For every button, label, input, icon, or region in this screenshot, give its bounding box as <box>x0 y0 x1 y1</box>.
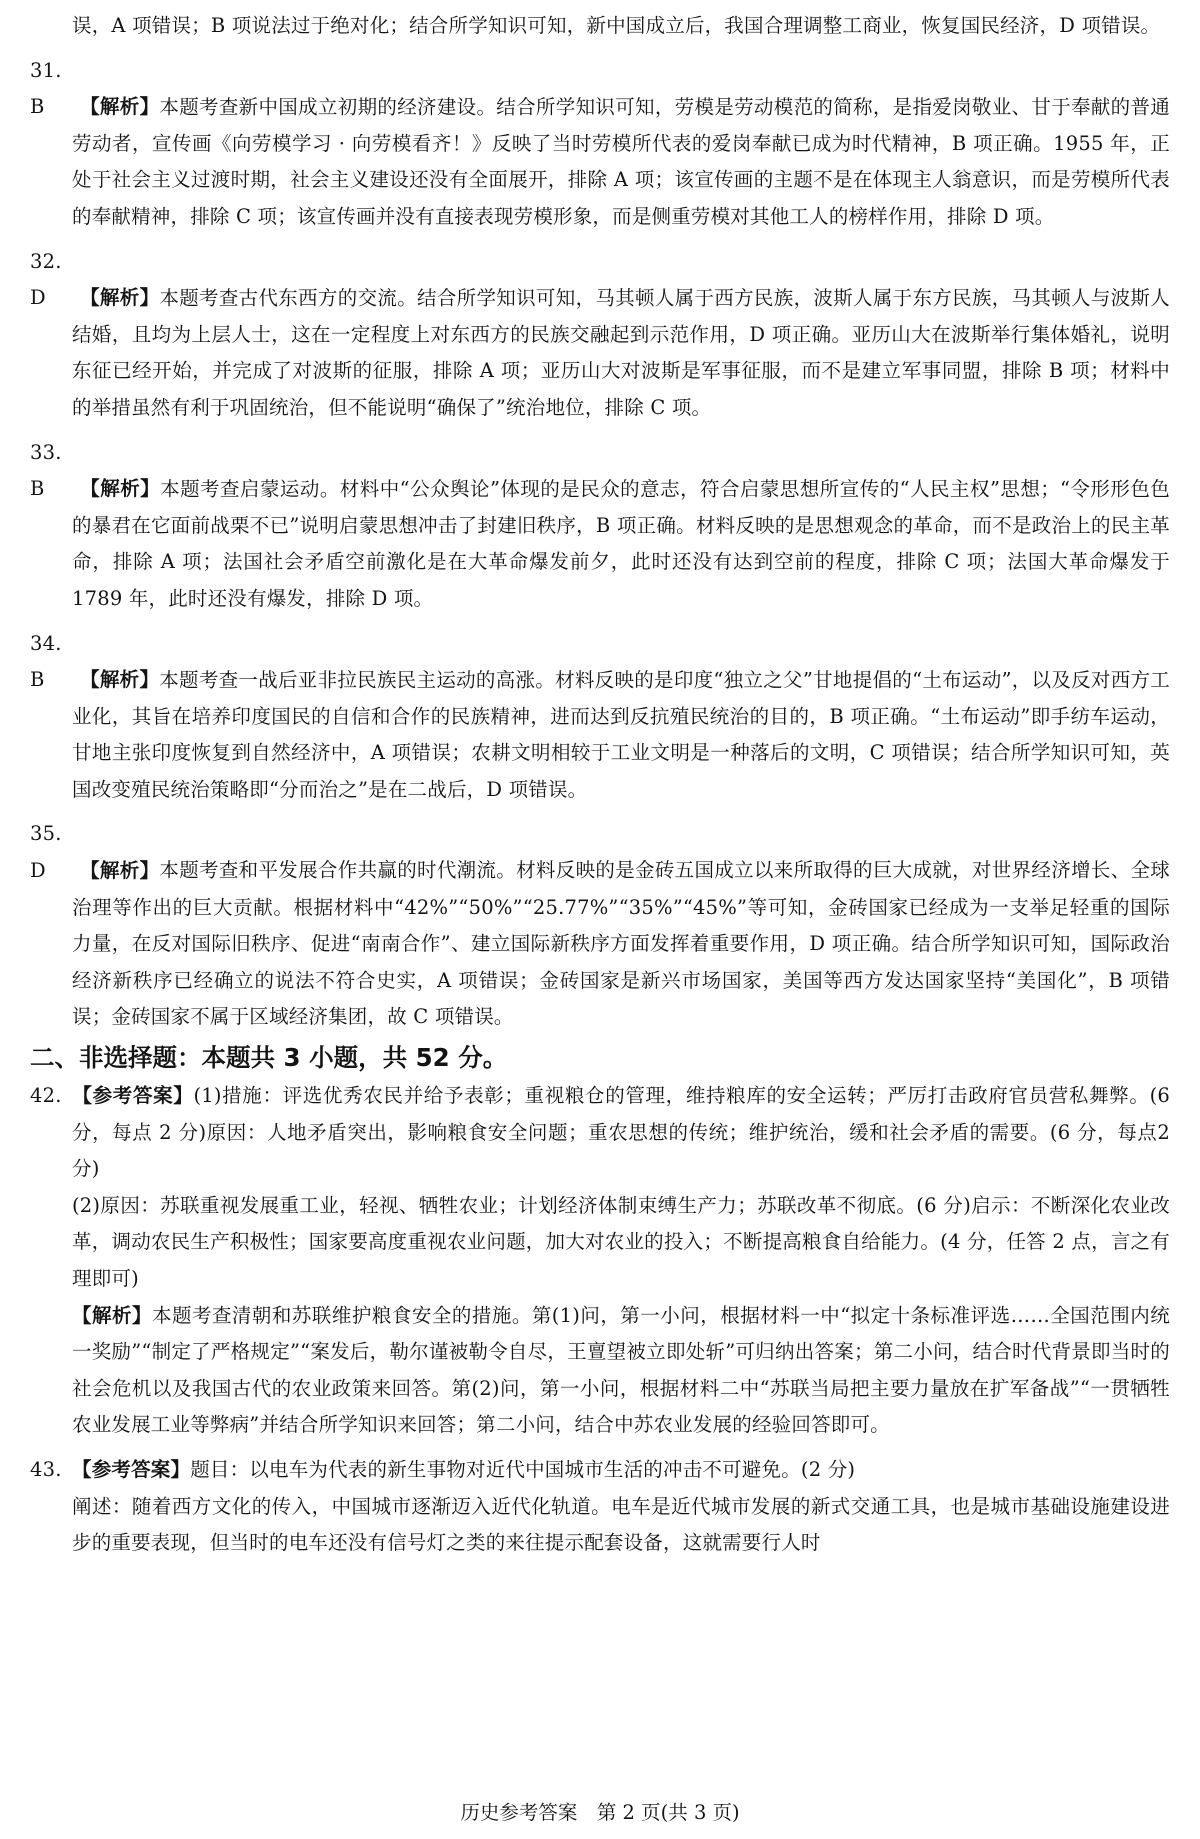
question-number: 31. B <box>30 58 62 119</box>
question-number: 35. D <box>30 822 62 883</box>
question-42 <box>30 1078 1170 1188</box>
question-33 <box>30 435 1170 618</box>
answer-part-2: (2)原因：苏联重视发展重工业，轻视、牺牲农业；计划经济体制束缚生产力；苏联改革不彻底。(6 分)启示：不断深化农业改革，调动农民生产积极性；国家要高度重视农业问题，加大对农业的投入；不断提高粮食自给能力。(4 分，任答 2 点，言之有理即可) <box>72 1193 1170 1290</box>
answer-topic: 题目：以电车为代表的新生事物对近代中国城市生活的冲击不可避免。(2 分) <box>190 1457 856 1481</box>
analysis-tag: 【解析】 <box>80 477 161 501</box>
section-heading: 二、非选择题：本题共 3 小题，共 52 分。 <box>30 1043 508 1073</box>
elaboration-text: 阐述：随着西方文化的传入，中国城市逐渐迈入近代化轨道。电车是近代城市发展的新式交通工具，也是城市基础设施建设进步的重要表现，但当时的电车还没有信号灯之类的来往提示配套设备，这就需要行人时 <box>72 1494 1170 1555</box>
analysis-tag: 【解析】 <box>80 668 160 692</box>
question-32 <box>30 244 1170 427</box>
question-35 <box>30 816 1170 1036</box>
question-number: 42. <box>30 1084 62 1108</box>
analysis-tag: 【解析】 <box>80 95 160 119</box>
question-42-analysis <box>30 1298 1170 1444</box>
question-text: 本题考查启蒙运动。材料中“公众舆论”体现的是民众的意志，符合启蒙思想所宣传的“人民主权”思想；“令形形色色的暴君在它面前战栗不已”说明启蒙思想冲击了封建旧秩序，B 项正确。材料反映的是思想观念的革命，而不是政治上的民主革命，排除 A 项；法国社会矛盾空前激化是在大革命爆发前夕，此时还没有达到空前的程度，排除 C 项；法国大革命爆发于 1789 年，此时还没有爆发，排除 D 项。 <box>72 477 1170 610</box>
question-42-part-2 <box>30 1188 1170 1298</box>
question-number: 32. D <box>30 249 62 310</box>
question-number: 33. B <box>30 440 62 501</box>
page-footer: 历史参考答案 第 2 页(共 3 页) <box>460 1801 740 1824</box>
answer-tag: 【参考答案】 <box>72 1457 191 1481</box>
question-number: 34. B <box>30 631 62 692</box>
analysis-text: 本题考查清朝和苏联维护粮食安全的措施。第(1)问，第一小问，根据材料一中“拟定十条标准评选……全国范围内统一奖励”“制定了严格规定”“案发后，勒尔谨被勒令自尽，王亶望被立即处斩”可归纳出答案；第二小问，结合时代背景即当时的社会危机以及我国古代的农业政策来回答。第(2)问，第一小问，根据材料二中“苏联当局把主要力量放在扩军备战”“一贯牺牲农业发展工业等弊病”并结合所学知识来回答；第二小问，结合中苏农业发展的经验回答即可。 <box>72 1303 1170 1437</box>
question-text: 本题考查和平发展合作共赢的时代潮流。材料反映的是金砖五国成立以来所取得的巨大成就，对世界经济增长、全球治理等作出的巨大贡献。根据材料中“42%”“50%”“25.77%”“35%”“45%”等可知，金砖国家已经成为一支举足轻重的国际力量，在反对国际旧秩序、促进“南南合作”、建立国际新秩序方面发挥着重要作用，D 项正确。结合所学知识可知，国际政治经济新秩序已经确立的说法不符合史实，A 项错误；金砖国家是新兴市场国家，美国等西方发达国家坚持“美国化”，B 项错误；金砖国家不属于区域经济集团，故 C 项错误。 <box>72 859 1170 1029</box>
question-text: 本题考查一战后亚非拉民族民主运动的高涨。材料反映的是印度“独立之父”甘地提倡的“土布运动”，以及反对西方工业化，其旨在培养印度国民的自信和合作的民族精神，进而达到反抗殖民统治的目的，B 项正确。“土布运动”即手纺车运动，甘地主张印度恢复到自然经济中，A 项错误；农耕文明相较于工业文明是一种落后的文明，C 项错误；结合所学知识可知，英国改变殖民统治策略即“分而治之”是在二战后，D 项错误。 <box>72 668 1170 801</box>
analysis-tag: 【解析】 <box>72 1303 152 1327</box>
intro-text: 误，A 项错误；B 项说法过于绝对化；结合所学知识可知，新中国成立后，我国合理调整工商业，恢复国民经济，D 项错误。 <box>72 14 1161 37</box>
intro-paragraph <box>30 8 1170 45</box>
analysis-tag: 【解析】 <box>80 286 160 310</box>
answer-part-1: (1)措施：评选优秀农民并给予表彰；重视粮仓的管理，维持粮库的安全运转；严厉打击政府官员营私舞弊。(6 分，每点 2 分)原因：人地矛盾突出，影响粮食安全问题；重农思想的传统；维护统治，缓和社会矛盾的需要。(6 分，每点2 分) <box>72 1084 1170 1181</box>
question-text: 本题考查古代东西方的交流。结合所学知识可知，马其顿人属于西方民族，波斯人属于东方民族，马其顿人与波斯人结婚，且均为上层人士，这在一定程度上对东西方的民族交融起到示范作用，D 项正确。亚历山大在波斯举行集体婚礼，说明东征已经开始，并完成了对波斯的征服，排除 A 项；亚历山大对波斯是军事征服，而不是建立军事同盟，排除 B 项；材料中的举措虽然有利于巩固统治，但不能说明“确保了”统治地位，排除 C 项。 <box>72 286 1170 419</box>
question-text: 本题考查新中国成立初期的经济建设。结合所学知识可知，劳模是劳动模范的简称，是指爱岗敬业、甘于奉献的普通劳动者，宣传画《向劳模学习 · 向劳模看齐！》反映了当时劳模所代表的爱岗奉献已成为时代精神，B 项正确。1955 年，正处于社会主义过渡时期，社会主义建设还没有全面展开，排除 A 项；该宣传画的主题不是在体现主人翁意识，而是劳模所代表的奉献精神，排除 C 项；该宣传画并没有直接表现劳模形象，而是侧重劳模对其他工人的榜样作用，排除 D 项。 <box>72 95 1170 228</box>
question-34 <box>30 626 1170 809</box>
answer-tag: 【参考答案】 <box>72 1084 194 1108</box>
question-43 <box>30 1452 1170 1489</box>
question-31 <box>30 53 1170 236</box>
question-43-elaboration <box>30 1489 1170 1562</box>
analysis-tag: 【解析】 <box>80 859 160 883</box>
question-number: 43. <box>30 1457 62 1481</box>
